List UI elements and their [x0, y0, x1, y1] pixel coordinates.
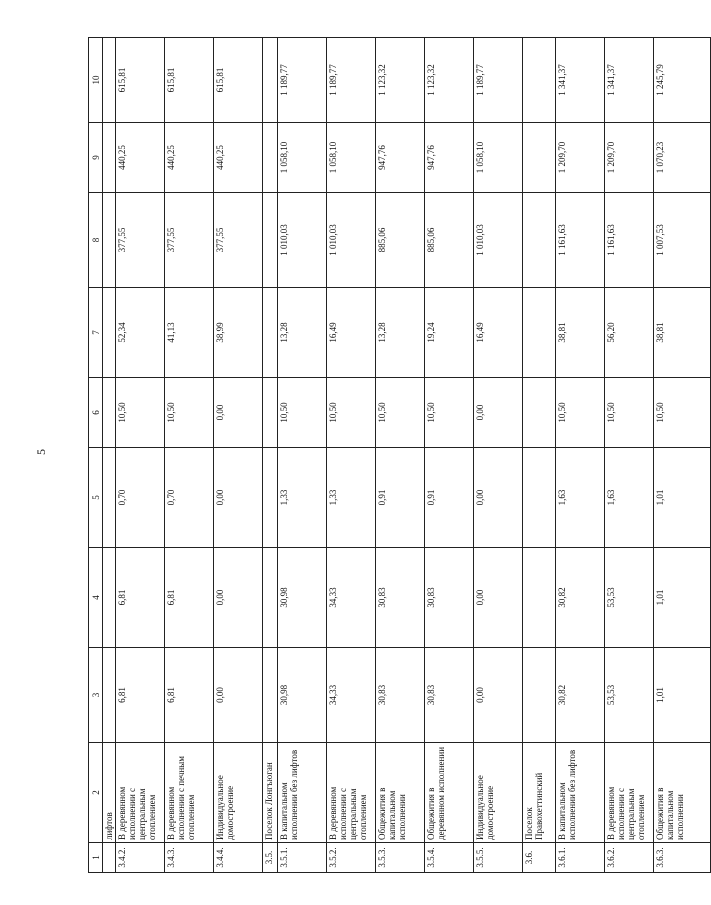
- value-cell: 0,00: [214, 448, 263, 548]
- value-cell: 41,13: [165, 288, 214, 378]
- page-number: 5: [34, 449, 48, 455]
- value-cell: 1 010,03: [474, 193, 523, 288]
- value-cell: 377,55: [165, 193, 214, 288]
- value-cell: 10,50: [654, 378, 711, 448]
- value-cell: [263, 448, 278, 548]
- value-cell: 30,83: [376, 648, 425, 743]
- value-cell: 1 010,03: [278, 193, 327, 288]
- row-number-cell: 3.6.2.: [605, 843, 654, 873]
- table-row: [605, 38, 654, 873]
- value-cell: 6,81: [165, 548, 214, 648]
- value-cell: 885,06: [376, 193, 425, 288]
- value-cell: 1 123,32: [376, 38, 425, 123]
- value-cell: 0,00: [474, 648, 523, 743]
- value-cell: 0,91: [376, 448, 425, 548]
- description-cell: В капитальном исполнении без лифтов: [556, 743, 605, 843]
- value-cell: [103, 38, 116, 123]
- value-cell: 1,33: [327, 448, 376, 548]
- description-cell: В капитальном исполнении без лифтов: [278, 743, 327, 843]
- value-cell: 6,81: [116, 648, 165, 743]
- value-cell: 1 058,10: [278, 123, 327, 193]
- description-cell: В деревянном исполнении с печным отоплением: [165, 743, 214, 843]
- value-cell: [523, 548, 556, 648]
- value-cell: 440,25: [214, 123, 263, 193]
- value-cell: 1 010,03: [327, 193, 376, 288]
- row-number-cell: 3.6.: [523, 843, 556, 873]
- description-cell: Общежития в капитальном исполнении: [376, 743, 425, 843]
- description-cell: Поселок Лонгъюган: [263, 743, 278, 843]
- table-row: [474, 38, 523, 873]
- column-header: 7: [89, 288, 103, 378]
- table-row: [556, 38, 605, 873]
- value-cell: 38,99: [214, 288, 263, 378]
- value-cell: 53,53: [605, 648, 654, 743]
- section-row: [523, 38, 556, 873]
- value-cell: [263, 378, 278, 448]
- value-cell: 1,63: [556, 448, 605, 548]
- tariff-table: [88, 37, 711, 873]
- value-cell: [103, 288, 116, 378]
- value-cell: [523, 288, 556, 378]
- value-cell: 30,98: [278, 548, 327, 648]
- value-cell: [523, 123, 556, 193]
- value-cell: 38,81: [556, 288, 605, 378]
- value-cell: 1 341,37: [556, 38, 605, 123]
- row-number-cell: 3.5.2.: [327, 843, 376, 873]
- table-row: [425, 38, 474, 873]
- column-header: 5: [89, 448, 103, 548]
- table-row: [214, 38, 263, 873]
- row-number-cell: 3.4.4.: [214, 843, 263, 873]
- row-number-cell: 3.4.3.: [165, 843, 214, 873]
- value-cell: [263, 38, 278, 123]
- value-cell: 10,50: [165, 378, 214, 448]
- column-header: 3: [89, 648, 103, 743]
- table-row: [376, 38, 425, 873]
- value-cell: 10,50: [327, 378, 376, 448]
- value-cell: 440,25: [165, 123, 214, 193]
- value-cell: 1,01: [654, 448, 711, 548]
- value-cell: 16,49: [327, 288, 376, 378]
- value-cell: 1 209,70: [605, 123, 654, 193]
- value-cell: 0,70: [165, 448, 214, 548]
- value-cell: 53,53: [605, 548, 654, 648]
- description-cell: В деревянном исполнении с центральным отоплением: [116, 743, 165, 843]
- row-number-cell: 3.5.1.: [278, 843, 327, 873]
- value-cell: 885,06: [425, 193, 474, 288]
- value-cell: 1 189,77: [278, 38, 327, 123]
- value-cell: [523, 448, 556, 548]
- value-cell: 1 070,23: [654, 123, 711, 193]
- value-cell: 1 189,77: [327, 38, 376, 123]
- value-cell: [103, 378, 116, 448]
- value-cell: 10,50: [278, 378, 327, 448]
- value-cell: [263, 648, 278, 743]
- header-row: [89, 38, 103, 873]
- column-header: 2: [89, 743, 103, 843]
- value-cell: 947,76: [376, 123, 425, 193]
- value-cell: 0,00: [214, 548, 263, 648]
- row-number-cell: 3.5.5.: [474, 843, 523, 873]
- value-cell: [263, 288, 278, 378]
- value-cell: 1 007,53: [654, 193, 711, 288]
- value-cell: 30,98: [278, 648, 327, 743]
- row-number-cell: 3.5.3.: [376, 843, 425, 873]
- value-cell: [103, 548, 116, 648]
- rotated-table-container: [88, 38, 685, 873]
- value-cell: 6,81: [116, 548, 165, 648]
- value-cell: 1 209,70: [556, 123, 605, 193]
- column-header: 4: [89, 548, 103, 648]
- description-cell: Общежития в деревянном исполнении: [425, 743, 474, 843]
- value-cell: 1,33: [278, 448, 327, 548]
- description-cell: Индивидуальное домостроение: [214, 743, 263, 843]
- value-cell: 13,28: [376, 288, 425, 378]
- value-cell: 0,70: [116, 448, 165, 548]
- value-cell: 30,83: [376, 548, 425, 648]
- value-cell: 34,33: [327, 548, 376, 648]
- table-row: [103, 38, 116, 873]
- value-cell: 0,91: [425, 448, 474, 548]
- description-cell: Поселок Правохеттинский: [523, 743, 556, 843]
- description-cell: лифтов: [103, 743, 116, 843]
- value-cell: 615,81: [165, 38, 214, 123]
- value-cell: 0,00: [474, 378, 523, 448]
- value-cell: [103, 648, 116, 743]
- value-cell: 30,83: [425, 648, 474, 743]
- value-cell: [263, 123, 278, 193]
- table-body: [103, 38, 711, 873]
- table-row: [165, 38, 214, 873]
- table-row: [278, 38, 327, 873]
- description-cell: В деревянном исполнении с центральным отоплением: [605, 743, 654, 843]
- value-cell: 19,24: [425, 288, 474, 378]
- value-cell: 1 245,79: [654, 38, 711, 123]
- value-cell: 10,50: [425, 378, 474, 448]
- value-cell: 1,63: [605, 448, 654, 548]
- value-cell: 10,50: [376, 378, 425, 448]
- value-cell: [103, 448, 116, 548]
- value-cell: [263, 548, 278, 648]
- value-cell: 1 161,63: [556, 193, 605, 288]
- value-cell: 1 189,77: [474, 38, 523, 123]
- table-row: [327, 38, 376, 873]
- column-header: 10: [89, 38, 103, 123]
- value-cell: 1 058,10: [474, 123, 523, 193]
- table-row: [654, 38, 711, 873]
- value-cell: 0,00: [474, 448, 523, 548]
- value-cell: 1 161,63: [605, 193, 654, 288]
- value-cell: 30,83: [425, 548, 474, 648]
- column-header: 9: [89, 123, 103, 193]
- value-cell: 10,50: [605, 378, 654, 448]
- value-cell: [523, 648, 556, 743]
- value-cell: 947,76: [425, 123, 474, 193]
- value-cell: 16,49: [474, 288, 523, 378]
- value-cell: 6,81: [165, 648, 214, 743]
- value-cell: 1,01: [654, 548, 711, 648]
- value-cell: 34,33: [327, 648, 376, 743]
- value-cell: 0,00: [474, 548, 523, 648]
- value-cell: [103, 123, 116, 193]
- column-header: 1: [89, 843, 103, 873]
- row-number-cell: 3.4.2.: [116, 843, 165, 873]
- value-cell: 615,81: [214, 38, 263, 123]
- value-cell: 38,81: [654, 288, 711, 378]
- value-cell: [523, 378, 556, 448]
- value-cell: 13,28: [278, 288, 327, 378]
- value-cell: 1 341,37: [605, 38, 654, 123]
- value-cell: 0,00: [214, 378, 263, 448]
- description-cell: В деревянном исполнении с центральным отоплением: [327, 743, 376, 843]
- row-number-cell: 3.5.4.: [425, 843, 474, 873]
- value-cell: 1 058,10: [327, 123, 376, 193]
- row-number-cell: 3.6.1.: [556, 843, 605, 873]
- section-row: [263, 38, 278, 873]
- value-cell: 0,00: [214, 648, 263, 743]
- value-cell: 1,01: [654, 648, 711, 743]
- value-cell: 377,55: [116, 193, 165, 288]
- rotated-table-area: [88, 38, 685, 873]
- description-cell: Индивидуальное домостроение: [474, 743, 523, 843]
- value-cell: 10,50: [116, 378, 165, 448]
- row-number-cell: 3.5.: [263, 843, 278, 873]
- description-cell: Общежития в капитальном исполнении: [654, 743, 711, 843]
- value-cell: 30,82: [556, 648, 605, 743]
- table-row: [116, 38, 165, 873]
- value-cell: 615,81: [116, 38, 165, 123]
- column-header: 6: [89, 378, 103, 448]
- value-cell: 30,82: [556, 548, 605, 648]
- value-cell: 52,34: [116, 288, 165, 378]
- value-cell: 56,20: [605, 288, 654, 378]
- row-number-cell: 3.6.3.: [654, 843, 711, 873]
- row-number-cell: [103, 843, 116, 873]
- column-header: 8: [89, 193, 103, 288]
- value-cell: [263, 193, 278, 288]
- value-cell: 10,50: [556, 378, 605, 448]
- value-cell: 377,55: [214, 193, 263, 288]
- value-cell: [103, 193, 116, 288]
- value-cell: 440,25: [116, 123, 165, 193]
- value-cell: [523, 38, 556, 123]
- value-cell: [523, 193, 556, 288]
- value-cell: 1 123,32: [425, 38, 474, 123]
